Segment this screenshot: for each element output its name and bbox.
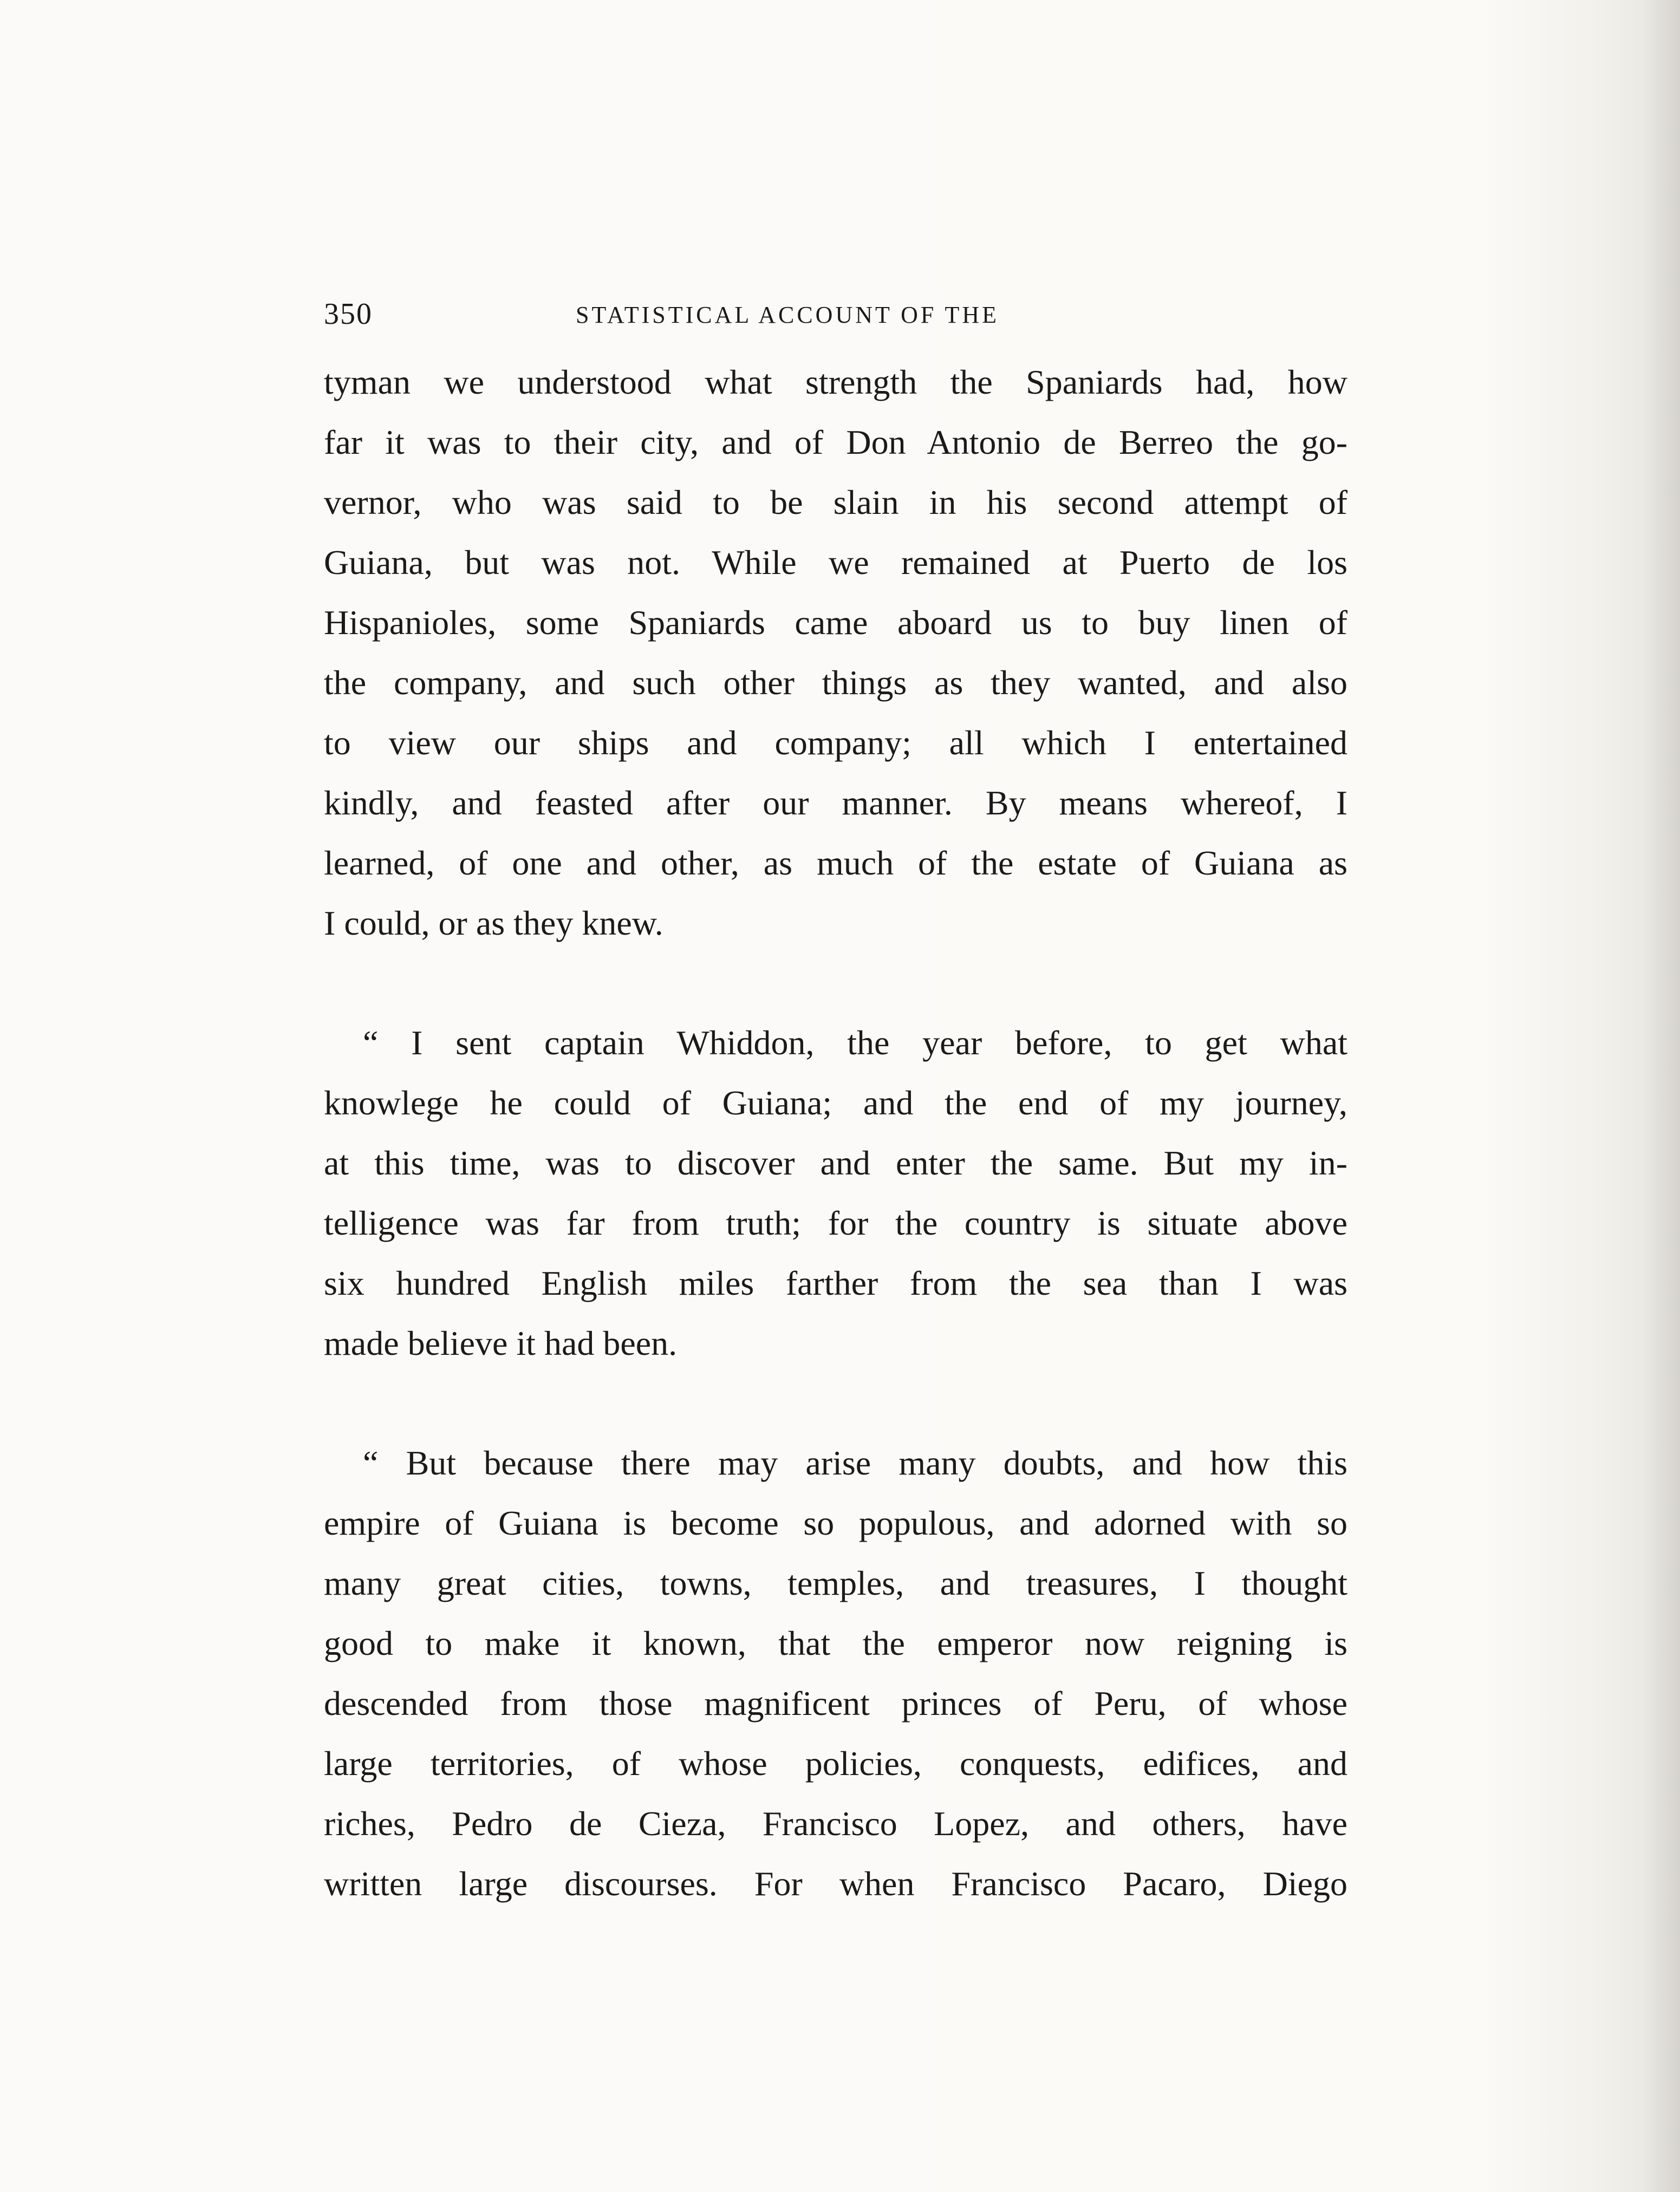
page-number: 350 xyxy=(324,297,373,331)
paragraph-2 xyxy=(324,1013,1347,1373)
text-line: tyman we understood what strength the Spaniards had, how xyxy=(324,363,1347,401)
text-line: empire of Guiana is become so populous, and adorned with so xyxy=(324,1504,1347,1542)
text-line: learned, of one and other, as much of the estate of Guiana as xyxy=(324,844,1347,882)
body-text xyxy=(324,352,1347,1914)
paragraph-gap xyxy=(324,953,1347,1013)
text-line: to view our ships and company; all which I entertained xyxy=(324,723,1347,762)
page-header xyxy=(324,297,1347,340)
text-line: descended from those magnificent princes of Peru, of whose xyxy=(324,1684,1347,1723)
text-line: written large discourses. For when Francisco Pacaro, Diego xyxy=(324,1864,1347,1903)
text-line: good to make it known, that the emperor now reigning is xyxy=(324,1624,1347,1662)
text-line: riches, Pedro de Cieza, Francisco Lopez, and others, have xyxy=(324,1804,1347,1843)
text-line: Guiana, but was not. While we remained at Puerto de los xyxy=(324,543,1347,582)
text-line: kindly, and feasted after our manner. By means whereof, I xyxy=(324,784,1347,822)
text-line: vernor, who was said to be slain in his second attempt of xyxy=(324,483,1347,521)
text-line: six hundred English miles farther from the sea than I was xyxy=(324,1264,1347,1302)
text-line: Hispanioles, some Spaniards came aboard us to buy linen of xyxy=(324,603,1347,642)
text-line: knowlege he could of Guiana; and the end of my journey, xyxy=(324,1084,1347,1122)
text-line: at this time, was to discover and enter the same. But my in- xyxy=(324,1144,1347,1182)
text-line: telligence was far from truth; for the country is situate above xyxy=(324,1204,1347,1242)
text-line: large territories, of whose policies, conquests, edifices, and xyxy=(324,1744,1347,1783)
text-line: “ I sent captain Whiddon, the year before, to get what xyxy=(363,1023,1347,1062)
text-line: I could, or as they knew. xyxy=(324,904,663,942)
running-head: STATISTICAL ACCOUNT OF THE xyxy=(576,302,1000,328)
text-line: “ But because there may arise many doubts, and how this xyxy=(363,1444,1347,1482)
page-edge-shadow xyxy=(1642,0,1680,2192)
text-line: the company, and such other things as they wanted, and also xyxy=(324,663,1347,702)
text-line: made believe it had been. xyxy=(324,1324,678,1362)
text-line: many great cities, towns, temples, and treasures, I thought xyxy=(324,1564,1347,1602)
paragraph-1 xyxy=(324,352,1347,953)
paragraph-gap xyxy=(324,1373,1347,1433)
text-line: far it was to their city, and of Don Antonio de Berreo the go- xyxy=(324,423,1347,461)
paragraph-3 xyxy=(324,1433,1347,1914)
